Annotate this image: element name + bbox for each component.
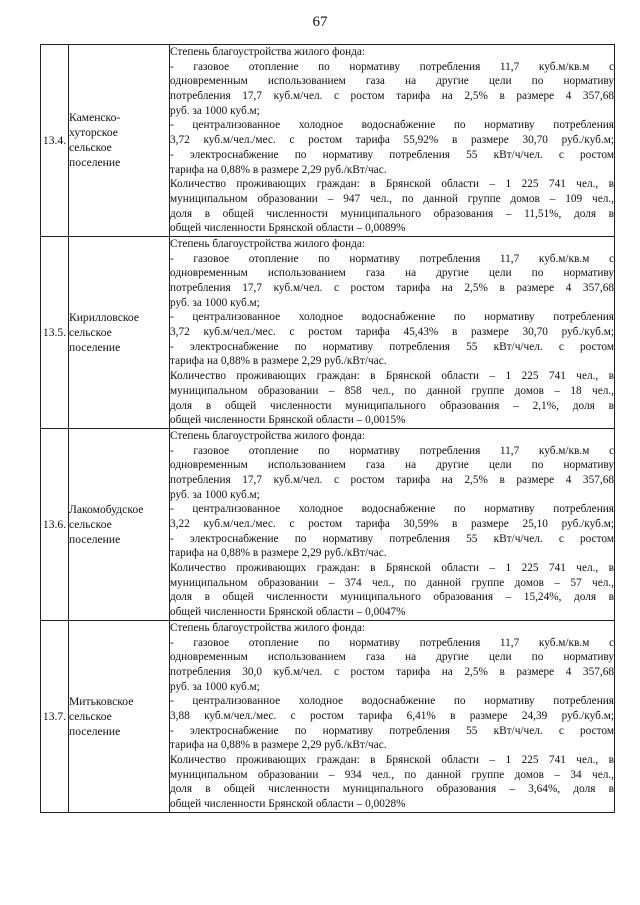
- row-number: 13.5.: [41, 236, 69, 428]
- description-line: - электроснабжение по нормативу потребления 55 кВт/ч/чел. с ростом: [170, 532, 614, 545]
- description-line: муниципальном образовании – 947 чел., по данной группе домов – 109 чел.,: [170, 192, 614, 205]
- description-line: Количество проживающих граждан: в Брянской области – 1 225 741 чел., в: [170, 562, 614, 575]
- description-line: - электроснабжение по нормативу потребления 55 кВт/ч/чел. с ростом: [170, 148, 614, 161]
- description-line: руб. за 1000 куб.м;: [170, 488, 260, 501]
- description-line: Количество проживающих граждан: в Брянской области – 1 225 741 чел., в: [170, 754, 614, 766]
- housing-description: [170, 428, 615, 620]
- description-line: - газовое отопление по нормативу потребления 11,7 куб.м/кв.м с: [170, 252, 614, 265]
- description-line: общей численности Брянской области – 0,0028%: [170, 798, 406, 811]
- description-line: Количество проживающих граждан: в Брянской области – 1 225 741 чел., в: [170, 178, 614, 191]
- table-row: [41, 45, 615, 237]
- housing-description: [170, 45, 615, 237]
- settlement-name-line: поселение: [69, 156, 121, 170]
- description-line: одновременным использованием газа на другие цели по нормативу: [170, 651, 614, 664]
- description-line: доля в общей численности муниципального образования – 11,51%, доля в: [170, 207, 614, 220]
- settlement-name-line: сельское: [69, 141, 112, 155]
- description-line: - электроснабжение по нормативу потребления 55 кВт/ч/чел. с ростом: [170, 340, 614, 353]
- description-line: потребления 17,7 куб.м/чел. с ростом тарифа на 2,5% в размере 4 357,68: [170, 90, 614, 103]
- settlement-name-line: поселение: [69, 532, 121, 546]
- description-line: 3,22 куб.м/чел./мес. с ростом тарифа 30,59% в размере 25,10 руб./куб.м;: [170, 518, 614, 530]
- row-number: 13.6.: [41, 428, 69, 620]
- description-line: тарифа на 0,88% в размере 2,29 руб./кВт/час.: [170, 355, 387, 368]
- settlement-name: [69, 620, 170, 812]
- page-number: 67: [312, 14, 328, 30]
- description-line: доля в общей численности муниципального образования – 3,64%, доля в: [170, 783, 614, 796]
- description-line: доля в общей численности муниципального образования – 15,24%, доля в: [170, 591, 614, 604]
- description-line: одновременным использованием газа на другие цели по нормативу: [170, 75, 614, 88]
- description-line: 3,88 куб.м/чел./мес. с ростом тарифа 6,41% в размере 24,39 руб./куб.м;: [170, 709, 614, 722]
- settlement-name: [69, 45, 170, 237]
- row-number: 13.4.: [41, 45, 69, 237]
- settlement-name-line: хуторское: [69, 126, 118, 140]
- description-line: - газовое отопление по нормативу потребления 11,7 куб.м/кв.м с: [170, 444, 614, 457]
- description-line: тарифа на 0,88% в размере 2,29 руб./кВт/час.: [170, 163, 387, 176]
- settlement-name-line: поселение: [69, 340, 121, 354]
- settlement-name-line: Лакомобудское: [69, 502, 144, 516]
- settlement-name-line: сельское: [69, 517, 112, 531]
- description-line: - централизованное холодное водоснабжение по нормативу потребления: [170, 695, 614, 708]
- description-line: потребления 17,7 куб.м/чел. с ростом тарифа на 2,5% в размере 4 357,68: [170, 473, 614, 486]
- settlement-name-line: поселение: [69, 724, 121, 738]
- description-line: Количество проживающих граждан: в Брянской области – 1 225 741 чел., в: [170, 370, 614, 383]
- settlement-name-line: Кирилловское: [69, 310, 139, 324]
- row-number: 13.7.: [41, 620, 69, 812]
- table-row: [41, 428, 615, 620]
- settlement-name: [69, 428, 170, 620]
- description-line: 3,72 куб.м/чел./мес. с ростом тарифа 55,92% в размере 30,70 руб./куб.м;: [170, 134, 614, 147]
- description-line: доля в общей численности муниципального образования – 2,1%, доля в: [170, 399, 614, 412]
- housing-description: [170, 620, 615, 812]
- settlement-name-line: Митьковское: [69, 694, 134, 708]
- description-line: - газовое отопление по нормативу потребления 11,7 куб.м/кв.м с: [170, 636, 614, 649]
- description-line: Степень благоустройства жилого фонда:: [170, 237, 366, 250]
- description-line: руб. за 1000 куб.м;: [170, 296, 260, 309]
- table-row: [41, 620, 615, 812]
- description-line: Степень благоустройства жилого фонда:: [170, 429, 366, 442]
- description-line: одновременным использованием газа на другие цели по нормативу: [170, 267, 614, 280]
- settlement-name-line: Каменско-: [69, 111, 121, 125]
- settlement-name: [69, 236, 170, 428]
- description-line: - электроснабжение по нормативу потребления 55 кВт/ч/чел. с ростом: [170, 724, 614, 737]
- tariff-table: [40, 44, 615, 813]
- description-line: муниципальном образовании – 374 чел., по данной группе домов – 57 чел.,: [170, 576, 614, 589]
- description-line: Степень благоустройства жилого фонда:: [170, 46, 366, 58]
- description-line: тарифа на 0,88% в размере 2,29 руб./кВт/час.: [170, 547, 387, 560]
- settlement-name-line: сельское: [69, 709, 112, 723]
- description-line: одновременным использованием газа на другие цели по нормативу: [170, 459, 614, 472]
- description-line: - централизованное холодное водоснабжение по нормативу потребления: [170, 503, 614, 516]
- description-line: руб. за 1000 куб.м;: [170, 680, 260, 693]
- description-line: - централизованное холодное водоснабжение по нормативу потребления: [170, 311, 614, 324]
- table-body: [41, 45, 615, 813]
- description-line: общей численности Брянской области – 0,0089%: [170, 222, 406, 235]
- description-line: потребления 17,7 куб.м/чел. с ростом тарифа на 2,5% в размере 4 357,68: [170, 282, 614, 294]
- settlement-name-line: сельское: [69, 325, 112, 339]
- table-row: [41, 236, 615, 428]
- description-line: общей численности Брянской области – 0,0015%: [170, 414, 406, 427]
- description-line: - газовое отопление по нормативу потребления 11,7 куб.м/кв.м с: [170, 60, 614, 73]
- description-line: руб. за 1000 куб.м;: [170, 104, 260, 117]
- description-line: муниципальном образовании – 934 чел., по данной группе домов – 34 чел.,: [170, 768, 614, 781]
- description-line: общей численности Брянской области – 0,0047%: [170, 606, 406, 619]
- description-line: - централизованное холодное водоснабжение по нормативу потребления: [170, 119, 614, 132]
- description-line: потребления 30,0 куб.м/чел. с ростом тарифа на 2,5% в размере 4 357,68: [170, 665, 614, 678]
- description-line: Степень благоустройства жилого фонда:: [170, 621, 366, 634]
- housing-description: [170, 236, 615, 428]
- description-line: муниципальном образовании – 858 чел., по данной группе домов – 18 чел.,: [170, 384, 614, 397]
- description-line: тарифа на 0,88% в размере 2,29 руб./кВт/час.: [170, 739, 387, 752]
- description-line: 3,72 куб.м/чел./мес. с ростом тарифа 45,43% в размере 30,70 руб./куб.м;: [170, 326, 614, 339]
